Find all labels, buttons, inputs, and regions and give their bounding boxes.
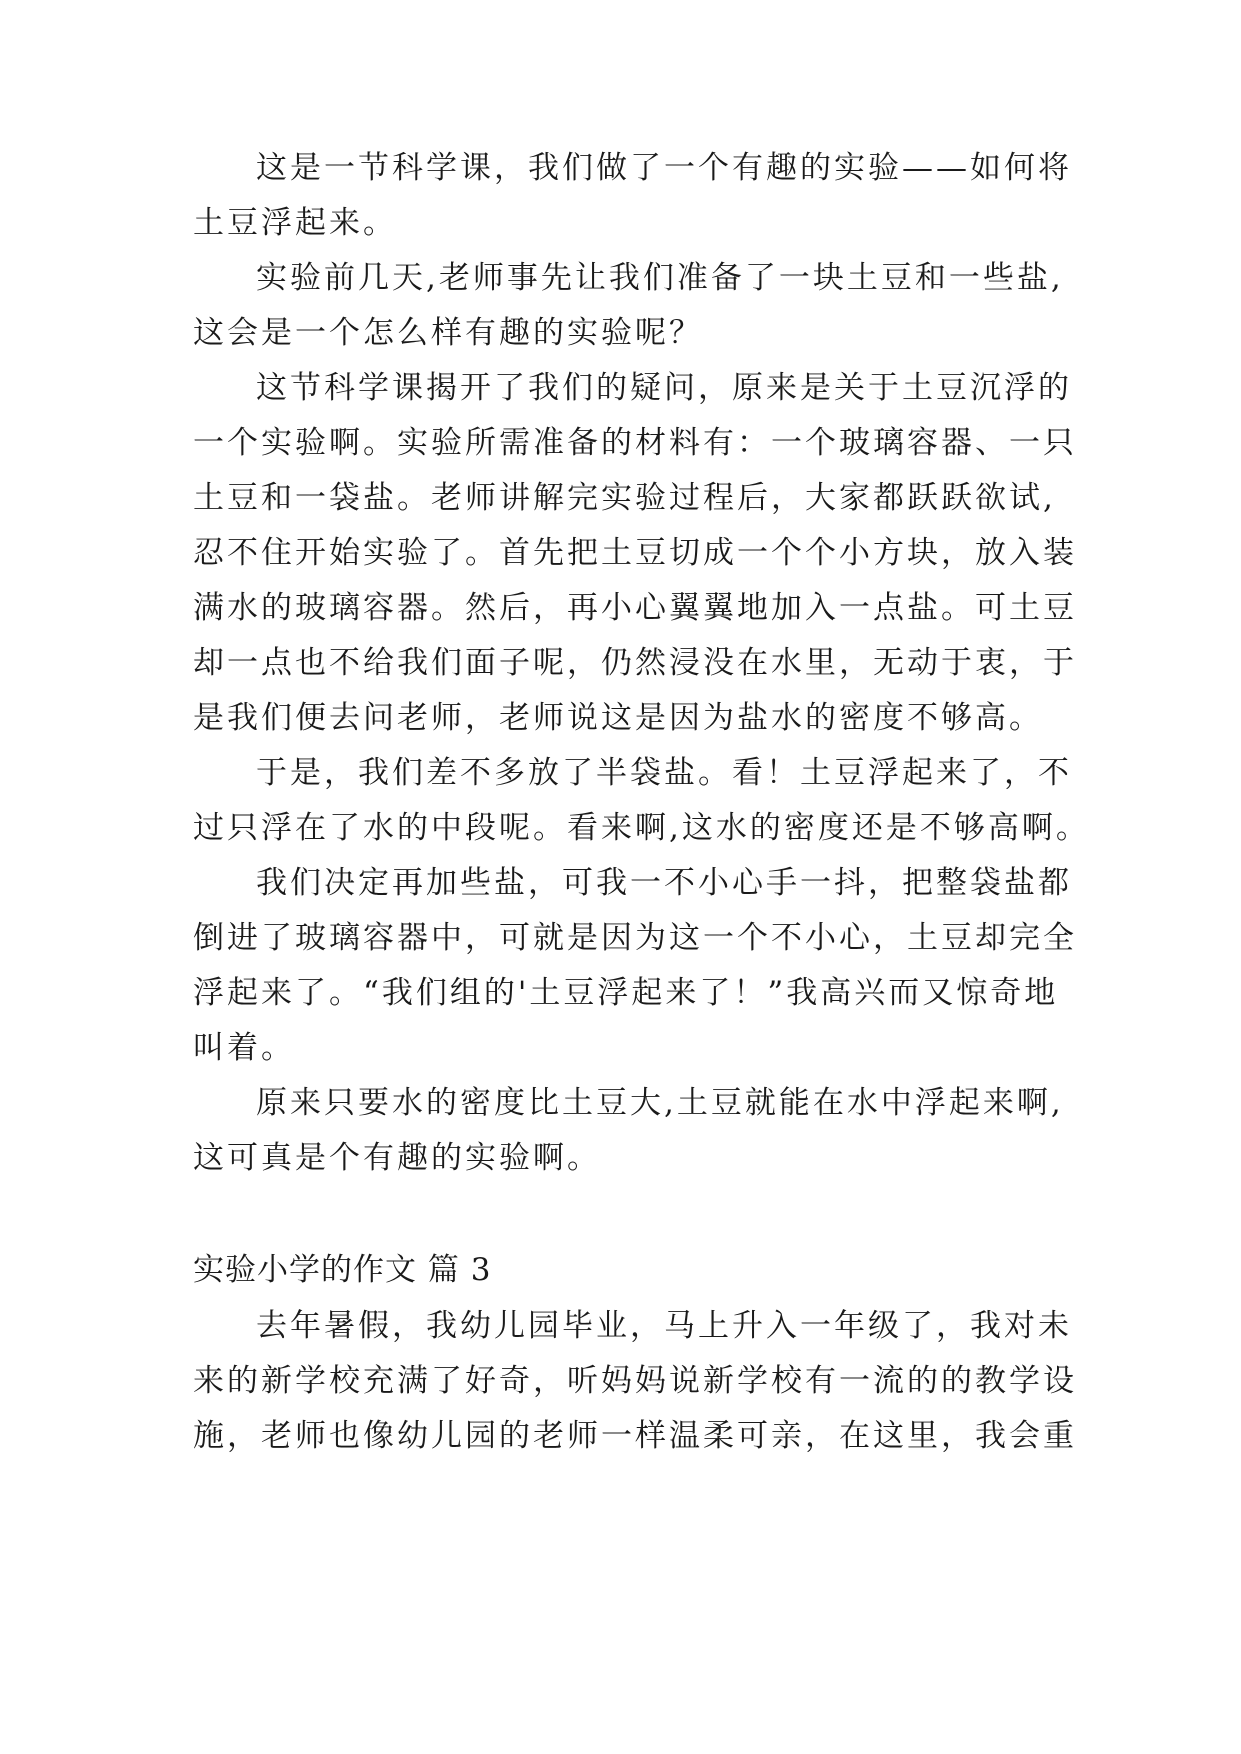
paragraph-line: 这可真是个有趣的实验啊。 (193, 1140, 601, 1176)
paragraph-line: 却一点也不给我们面子呢，仍然浸没在水里，无动于衷，于 (193, 645, 1077, 681)
paragraph-line: 于是，我们差不多放了半袋盐。看！土豆浮起来了，不 (256, 755, 1072, 791)
paragraph-line: 来的新学校充满了好奇，听妈妈说新学校有一流的的教学设 (193, 1363, 1077, 1399)
paragraph-line: 土豆浮起来。 (193, 205, 397, 241)
paragraph-line: 土豆和一袋盐。老师讲解完实验过程后，大家都跃跃欲试, (193, 480, 1056, 516)
paragraph-line: 实验前几天,老师事先让我们准备了一块土豆和一些盐, (256, 260, 1064, 296)
paragraph-line: 原来只要水的密度比土豆大,土豆就能在水中浮起来啊, (256, 1085, 1064, 1121)
paragraph-line: 施，老师也像幼儿园的老师一样温柔可亲，在这里，我会重 (193, 1418, 1077, 1454)
paragraph-line: 一个实验啊。实验所需准备的材料有：一个玻璃容器、一只 (193, 425, 1077, 461)
paragraph-line: 忍不住开始实验了。首先把土豆切成一个个小方块，放入装 (193, 535, 1077, 571)
paragraph-line: 这是一节科学课，我们做了一个有趣的实验——如何将 (256, 150, 1072, 186)
paragraph-line: 去年暑假，我幼儿园毕业，马上升入一年级了，我对未 (256, 1308, 1072, 1344)
paragraph-line: 过只浮在了水的中段呢。看来啊,这水的密度还是不够高啊。 (193, 810, 1090, 846)
paragraph-line: 是我们便去问老师，老师说这是因为盐水的密度不够高。 (193, 700, 1043, 736)
paragraph-line: 倒进了玻璃容器中，可就是因为这一个不小心，土豆却完全 (193, 920, 1077, 956)
section-heading: 实验小学的作文 篇 3 (193, 1252, 492, 1288)
paragraph-line: 叫着。 (193, 1030, 295, 1066)
paragraph-line: 浮起来了。“我们组的'土豆浮起来了！”我高兴而又惊奇地 (193, 975, 1059, 1011)
paragraph-line: 满水的玻璃容器。然后，再小心翼翼地加入一点盐。可土豆 (193, 590, 1077, 626)
paragraph-line: 这会是一个怎么样有趣的实验呢？ (193, 315, 703, 351)
paragraph-line: 我们决定再加些盐，可我一不小心手一抖，把整袋盐都 (256, 865, 1072, 901)
paragraph-line: 这节科学课揭开了我们的疑问，原来是关于土豆沉浮的 (256, 370, 1072, 406)
